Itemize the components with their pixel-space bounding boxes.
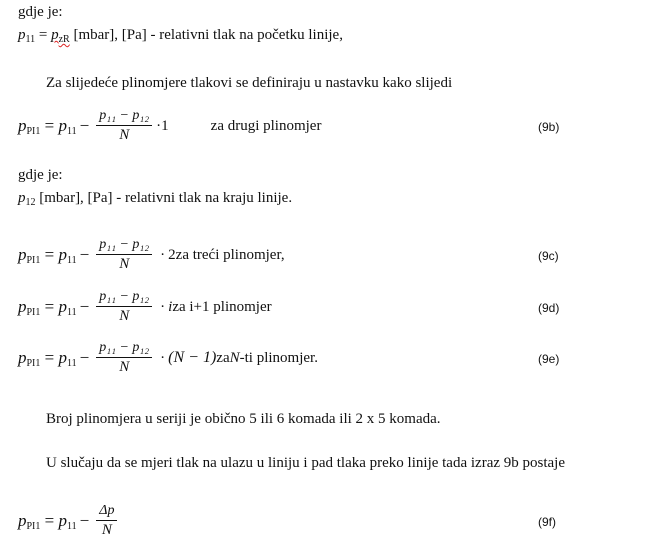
- p12-subscript: 12: [25, 197, 36, 208]
- broj-plinomjera-paragraph: Broj plinomjera u seriji je obično 5 ili 6 komada ili 2 x 5 komada.: [46, 411, 441, 427]
- p12-definition-text: [mbar], [Pa] - relativni tlak na kraju linije.: [35, 190, 293, 206]
- fraction-numerator: Δp: [96, 503, 117, 521]
- factor: (N − 1): [168, 349, 217, 366]
- fraction: $\frac{\text{p₁₁ − p₁₂}}{N}$: [96, 340, 152, 376]
- slucaj-paragraph: U slučaju da se mjeri tlak na ulazu u liniju i pad tlaka preko linije tada izraz 9b postaje: [46, 455, 565, 471]
- p11-definition-text: [mbar], [Pa] - relativni tlak na početku linije,: [69, 27, 343, 43]
- p12-symbol: p: [18, 190, 26, 206]
- equation-9c-text: za treći plinomjer,: [175, 246, 285, 263]
- equation-9d: $p_{PI1} = p_{11}$ − $\frac{\text{p₁₁ − p₁₂}}{N}$ · i za i+1 plinomjer: [18, 289, 272, 324]
- p11-subscript: 11: [25, 34, 36, 45]
- equals-sign: =: [35, 27, 52, 43]
- fraction-denominator: N: [119, 127, 130, 143]
- pzr-symbol: p: [51, 27, 59, 43]
- lhs: $p_{PI1} = p_{11}$ −: [18, 115, 90, 137]
- fraction-denominator: N: [101, 522, 112, 538]
- p12-definition: [18, 190, 292, 208]
- equation-number-9e: (9e): [538, 352, 560, 366]
- equation-number-9b: (9b): [538, 120, 560, 134]
- factor: 1: [161, 117, 169, 134]
- equation-number-9f: (9f): [538, 515, 556, 529]
- factor: i: [168, 298, 173, 315]
- equation-number-9d: (9d): [538, 301, 560, 315]
- equation-9b: [18, 103, 321, 149]
- equation-number-9c: (9c): [538, 249, 559, 263]
- gdje-je-label-1: gdje je:: [18, 4, 63, 20]
- factor: 2: [168, 246, 176, 263]
- p11-definition: [18, 27, 343, 45]
- fraction: $\frac{\text{p₁₁ − p₁₂}}{N}$: [96, 289, 152, 325]
- intro-paragraph: Za slijedeće plinomjere tlakovi se definiraju u nastavku kako slijedi: [46, 75, 453, 91]
- fraction: [96, 108, 152, 144]
- fraction: [96, 503, 117, 539]
- gdje-je-label-2: gdje je:: [18, 167, 63, 183]
- dot-operator: ·: [156, 117, 162, 134]
- pzr-subscript: zR: [58, 34, 70, 45]
- equation-9e-text: -ti plinomjer.: [239, 349, 318, 366]
- equation-9c: $p_{PI1} = p_{11}$ − $\frac{\text{p₁₁ − p₁₂}}{N}$ · 2 za treći plinomjer,: [18, 237, 285, 272]
- equation-9d-text: za i+1 plinomjer: [172, 298, 272, 315]
- fraction-numerator: p₁₁ − p₁₂: [96, 108, 152, 126]
- equation-9f: $p_{PI1} = p_{11}$ − $\frac{\Delta p}{N}$: [18, 498, 121, 544]
- p11-symbol: p: [18, 27, 26, 43]
- equation-9e: $p_{PI1} = p_{11}$ − $\frac{\text{p₁₁ − p₁₂}}{N}$ · (N − 1) za N -ti plinomjer.: [18, 340, 318, 375]
- equation-9b-text: za drugi plinomjer: [210, 117, 322, 134]
- fraction: $\frac{\text{p₁₁ − p₁₂}}{N}$: [96, 237, 152, 273]
